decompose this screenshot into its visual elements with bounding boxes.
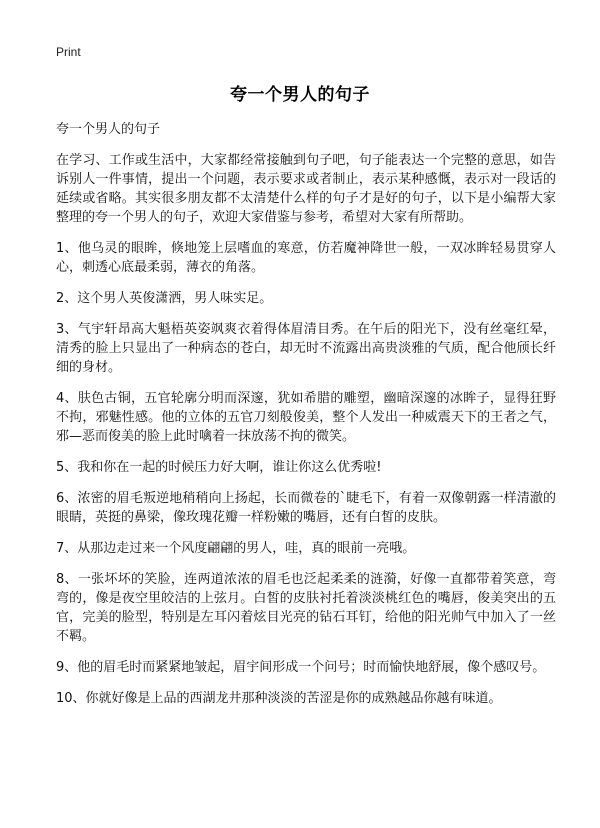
list-item: 7、从那边走过来一个风度翩翩的男人，哇，真的眼前一亮哦。 [56,541,416,556]
list-item: 9、他的眉毛时而紧紧地皱起，眉宇间形成一个问号；时而愉快地舒展，像个感叹号。 [56,660,546,675]
article-body [56,120,556,720]
list-item: 6、浓密的眉毛叛逆地稍稍向上扬起，长而微卷的`睫毛下，有着一双像朝露一样清澈的眼睛，英挺的鼻梁，像玫瑰花瓣一样粉嫩的嘴唇，还有白皙的皮肤。 [56,491,556,525]
article-subtitle: 夸一个男人的句子 [56,122,161,137]
list-item: 5、我和你在一起的时候压力好大啊，谁让你这么优秀啦! [56,460,382,475]
list-item: 2、这个男人英俊潇洒，男人味实足。 [56,291,273,306]
list-item: 1、他乌灵的眼眸，倏地笼上层嗜血的寒意，仿若魔神降世一般，一双冰眸轻易贯穿人心，刺透心底最柔弱，薄衣的角落。 [56,241,556,275]
print-label: Print [56,45,81,59]
list-item: 4、肤色古铜，五官轮廓分明而深邃，犹如希腊的雕塑，幽暗深邃的冰眸子，显得狂野不拘，邪魅性感。他的立体的五官刀刻般俊美，整个人发出一种威震天下的王者之气，邪—恶而俊美的脸上此时噙着一抹放荡不拘的微笑。 [56,391,556,444]
intro-paragraph: 在学习、工作或生活中，大家都经常接触到句子吧，句子能表达一个完整的意思，如告诉别人一件事情，提出一个问题，表示要求或者制止，表示某种感慨，表示对一段话的延续或省略。其实很多朋友都不太清楚什么样的句子才是好的句子，以下是小编帮大家整理的夸一个男人的句子，欢迎大家借鉴与参考，希望对大家有所帮助。 [56,153,556,225]
page-title: 夸一个男人的句子 [230,85,370,105]
list-item: 3、气宇轩昂高大魁梧英姿飒爽衣着得体眉清目秀。在午后的阳光下，没有丝毫红晕，清秀的脸上只显出了一种病态的苍白，却无时不流露出高贵淡雅的气质，配合他颀长纤细的身材。 [56,322,556,375]
list-item: 8、一张坏坏的笑脸，连两道浓浓的眉毛也泛起柔柔的涟漪，好像一直都带着笑意，弯弯的，像是夜空里皎洁的上弦月。白皙的皮肤衬托着淡淡桃红色的嘴唇，俊美突出的五官，完美的脸型，特别是左耳闪着炫目光亮的钻石耳钉，给他的阳光帅气中加入了一丝不羁。 [56,572,556,644]
list-item: 10、你就好像是上品的西湖龙井那种淡淡的苦涩是你的成熟越品你越有味道。 [56,691,502,706]
